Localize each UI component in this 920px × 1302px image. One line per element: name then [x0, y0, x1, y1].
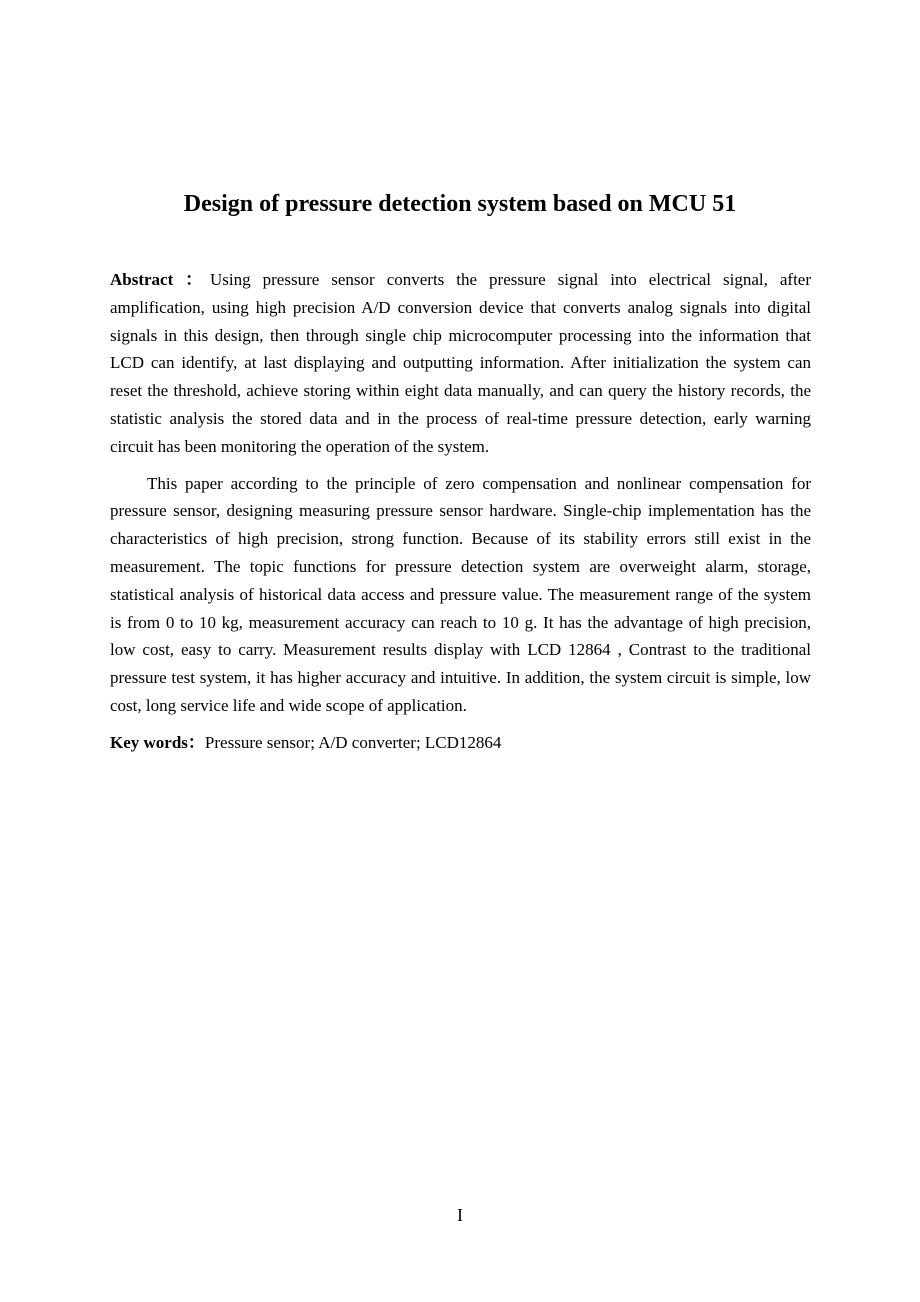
document-title: Design of pressure detection system based on MCU 51 [183, 191, 737, 217]
keywords-line [110, 729, 811, 757]
abstract-text: Using pressure sensor converts the pressure signal into electrical signal, after amplification, using high precision A/D conversion device that converts analog signals into digital signals in this design, then through single chip microcomputer processing into the information that LCD can identify, at last displaying and outputting information. After initialization the system can reset the threshold, achieve storing within eight data manually, and can query the history records, the statistic analysis the stored data and in the process of real-time pressure detection, early warning circuit has been monitoring the operation of the system. [110, 270, 812, 456]
keywords-text: Pressure sensor; A/D converter; LCD12864 [204, 732, 502, 752]
page-number: I [457, 1205, 463, 1225]
abstract-label: Abstract ： [110, 270, 211, 289]
body-paragraph-2: This paper according to the principle of zero compensation and nonlinear compensation for pressure sensor, designing measuring pressure sensor hardware. Single-chip implementation has the characteristics of high precision, strong function. Because of its stability errors still exist in the measurement. The topic functions for pressure detection system are overweight alarm, storage, statistical analysis of historical data access and pressure value. The measurement range of the system is from 0 to 10 kg, measurement accuracy can reach to 10 g. It has the advantage of high precision, low cost, easy to carry. Measurement results display with LCD 12864 , Contrast to the traditional pressure test system, it has higher accuracy and intuitive. In addition, the system circuit is simple, low cost, long service life and wide scope of application. [110, 473, 811, 715]
abstract-paragraph [110, 266, 811, 461]
abstract-section [110, 266, 811, 757]
keywords-label: Key words： [110, 732, 205, 752]
